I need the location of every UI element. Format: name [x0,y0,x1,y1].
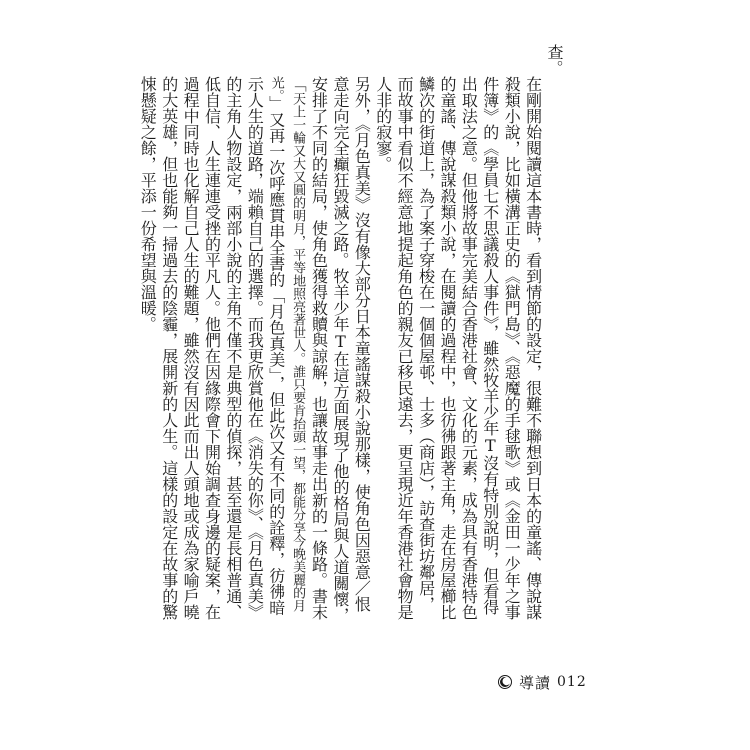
book-quote: 天上一輪又大又圓的明月，平等地照亮著世人。誰只要肯抬頭一望，都能分享今晚美麗的月光。 [268,76,306,612]
paragraph-2-part-a: 另外，《月色真美》沒有像大部分日本童謠謀殺小說那樣，使角色因惡意／恨意走向完全癲狂毀滅之路。牧羊少年T在這方面展現了他的格局與人道關懷，安排了不同的結局，使角色獲得救贖與諒解，也讓故事走出新的一條路。書末「 [288,76,372,623]
page-number: 012 [557,674,587,690]
page-footer [497,670,587,694]
vertical-text-body [138,44,565,624]
paragraph-2 [137,44,372,624]
section-label: 導讀 [519,673,552,692]
paragraph-end [544,44,565,624]
paragraph-2-part-b: 」又再一次呼應貫串全書的「月色真美」，但此次又有不同的詮釋，彷彿暗示人生的道路，端賴自己的選擇。而我更欣賞他在《消失的你》、《月色真美》的主角人物設定，兩部小說的主角不僅不是典型的偵探，甚至還是長相普通、低自信、人生連連受挫的平凡人。他們在因緣際會下開始調查身邊的疑案，在過程中同時也化解自己人生的難題，雖然沒有因此而出人頭地或成為家喻戶曉的大英雄，但也能夠一掃過去的陰霾，展開新的人生。這樣的設定在故事的驚悚懸疑之餘，平添一份希望與溫暖。 [138,76,286,620]
paragraph-end-text: 查。 [545,44,564,76]
paragraph-1: 在剛開始閱讀這本書時，看到情節的設定，很難不聯想到日本的童謠、傳說謀殺類小說，比如橫溝正史的《獄門島》、《惡魔的手毬歌》或《金田一少年之事件簿》的《學員七不思議殺人事件》，雖然牧羊少年T沒有特別說明，但看得出取法之意。但他將故事完美結合香港社會、文化的元素，成為具有香港特色的童謠、傳說謀殺類小說，在閱讀的過程中，也彷彿跟著主角，走在房屋櫛比鱗次的街道上，為了案子穿梭在一個個屋邨、士多（商店），訪查街坊鄰居，而故事中看似不經意地提起角色的親友已移民遠去，更呈現近年香港社會物是人非的寂寥。 [373,76,543,620]
moon-icon [497,674,513,690]
